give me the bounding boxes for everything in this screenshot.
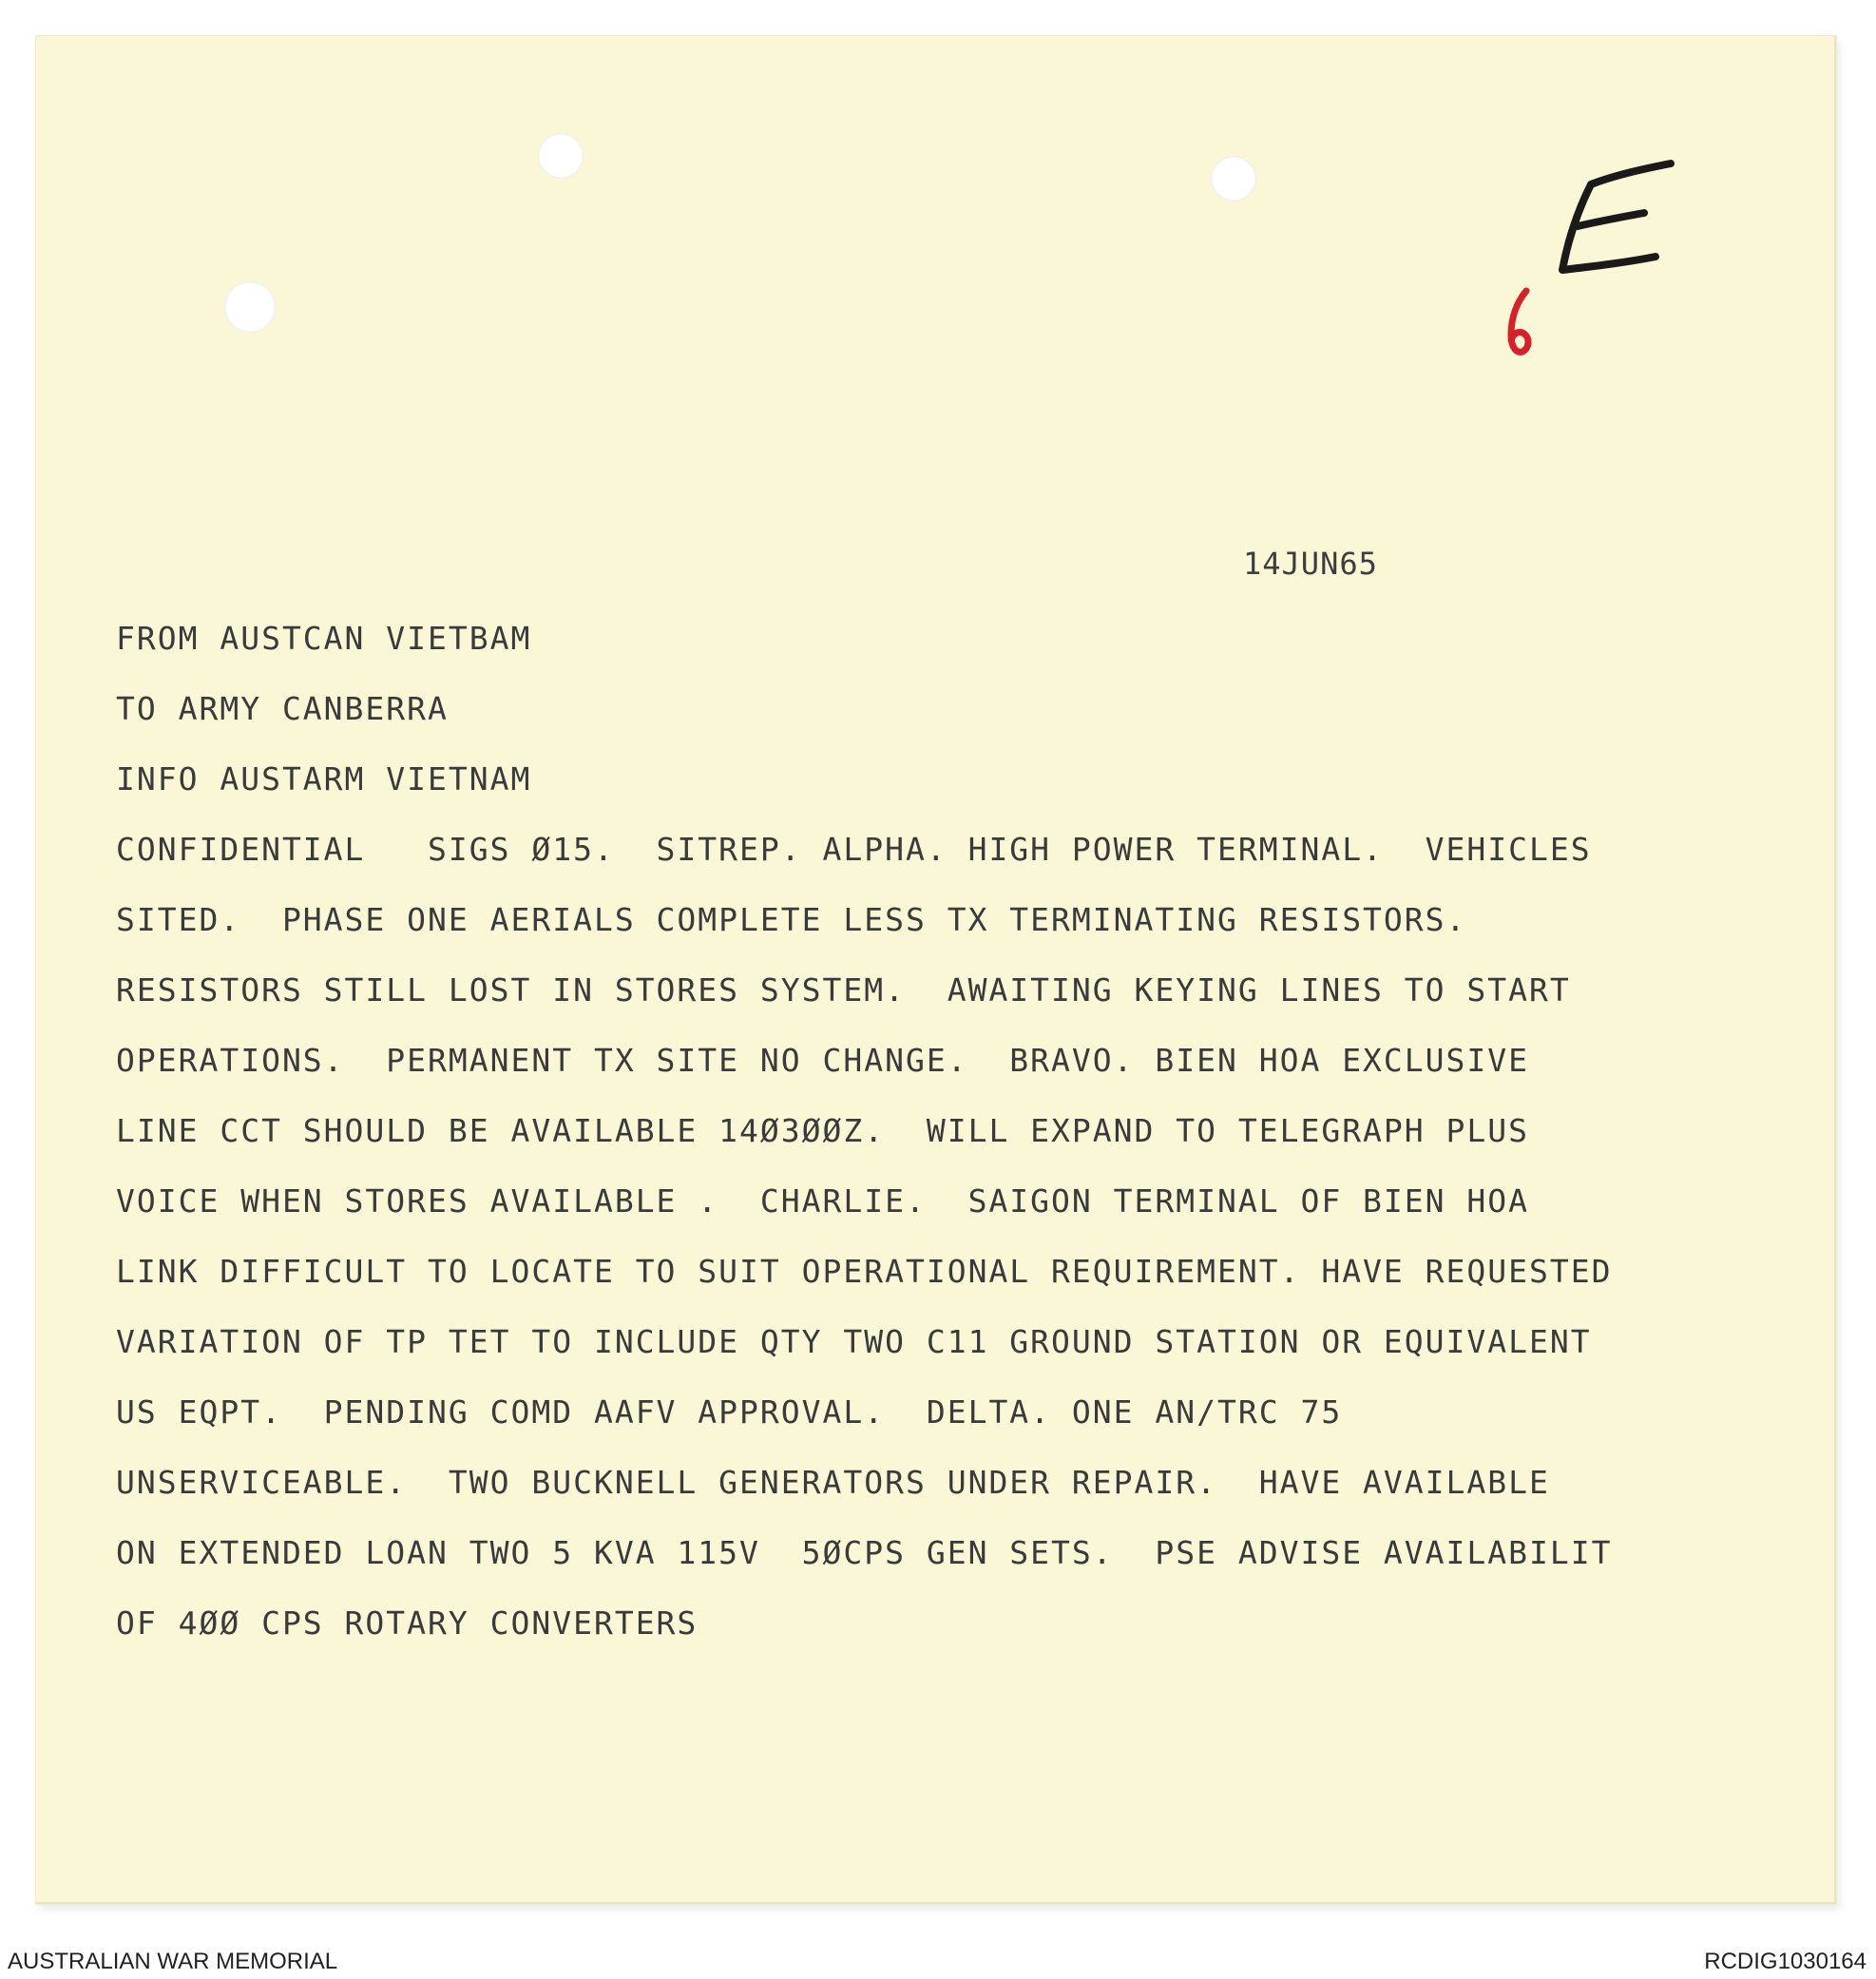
text-line: ON EXTENDED LOAN TWO 5 KVA 115V 5ØCPS GEN SETS. PSE ADVISE AVAILABILIT [116,1534,1613,1571]
message-body [116,620,1612,1675]
text-line: SITED. PHASE ONE AERIALS COMPLETE LESS TX TERMINATING RESISTORS. [116,901,1467,938]
footer-record-id: RCDIG1030164 [1704,1949,1866,1974]
footer-institution: AUSTRALIAN WAR MEMORIAL [8,1949,338,1974]
handwritten-number-mark [1502,285,1540,361]
text-line: LINE CCT SHOULD BE AVAILABLE 14Ø3ØØZ. WILL EXPAND TO TELEGRAPH PLUS [116,1112,1530,1149]
text-line: TO ARMY CANBERRA [116,690,449,727]
text-line: CONFIDENTIAL SIGS Ø15. SITREP. ALPHA. HIGH POWER TERMINAL. VEHICLES [116,831,1592,868]
text-line: VARIATION OF TP TET TO INCLUDE QTY TWO C11 GROUND STATION OR EQUIVALENT [116,1323,1592,1360]
punch-hole [1211,156,1256,202]
text-line: UNSERVICEABLE. TWO BUCKNELL GENERATORS UNDER REPAIR. HAVE AVAILABLE [116,1464,1550,1501]
handwritten-letter-mark [1549,152,1692,295]
text-line: INFO AUSTARM VIETNAM [116,760,532,797]
message-date: 14JUN65 [1243,546,1378,582]
text-line: RESISTORS STILL LOST IN STORES SYSTEM. AWAITING KEYING LINES TO START [116,971,1571,1009]
text-line: VOICE WHEN STORES AVAILABLE . CHARLIE. SAIGON TERMINAL OF BIEN HOA [116,1182,1530,1220]
punch-hole [224,281,276,333]
punch-hole [538,133,584,179]
text-line: FROM AUSTCAN VIETBAM [116,620,532,657]
text-line: LINK DIFFICULT TO LOCATE TO SUIT OPERATIONAL REQUIREMENT. HAVE REQUESTED [116,1253,1613,1290]
text-line: OF 4ØØ CPS ROTARY CONVERTERS [116,1604,699,1642]
text-line: US EQPT. PENDING COMD AAFV APPROVAL. DELTA. ONE AN/TRC 75 [116,1393,1343,1431]
text-line: OPERATIONS. PERMANENT TX SITE NO CHANGE. BRAVO. BIEN HOA EXCLUSIVE [116,1042,1530,1079]
